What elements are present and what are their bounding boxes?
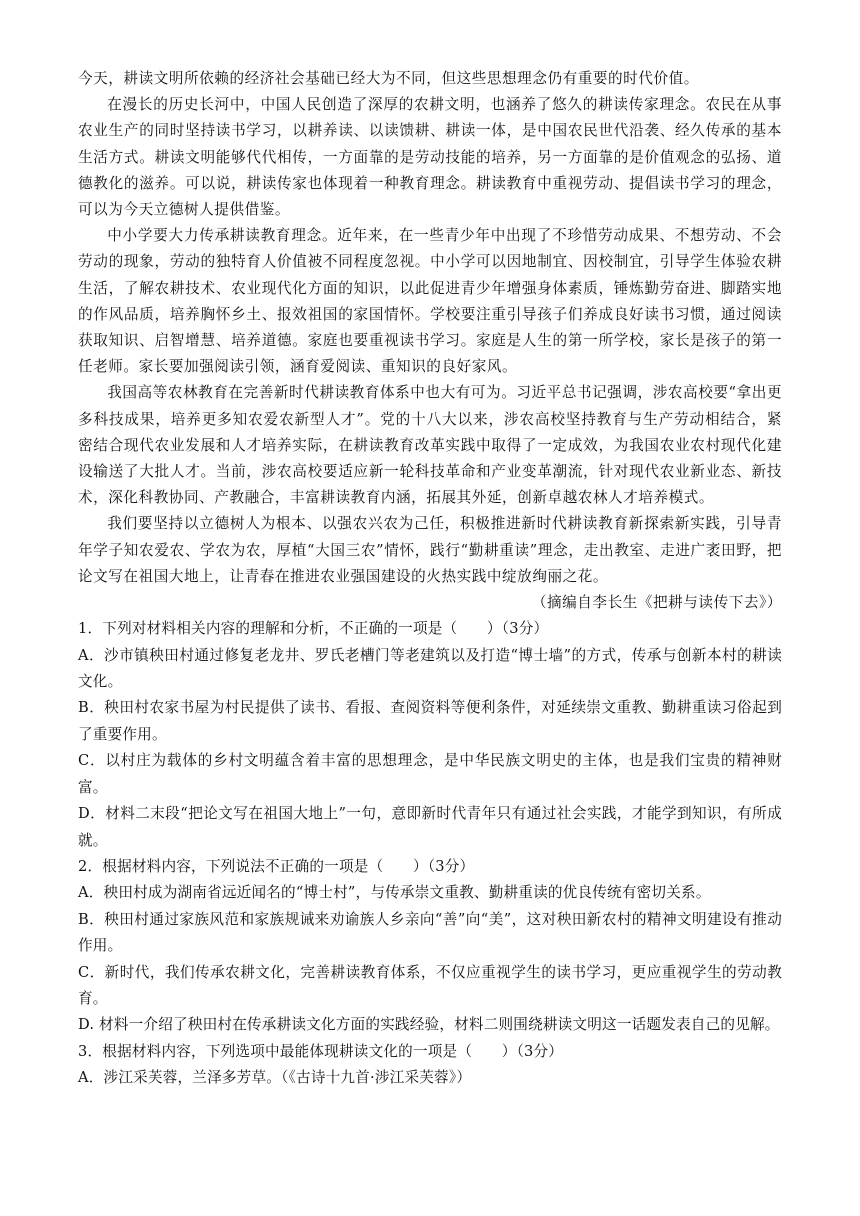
article-paragraph: 今天，耕读文明所依赖的经济社会基础已经大为不同，但这些思想理念仍有重要的时代价值。 [78,70,699,87]
article-paragraph: 中小学要大力传承耕读教育理念。近年来，在一些青少年中出现了不珍惜劳动成果、不想劳动、不会劳动的现象，劳动的独特育人价值被不同程度忽视。中小学可以因地制宜、因校制宜，引导学生体验农耕生活，了解农耕技术、农业现代化方面的知识，以此促进青少年增强身体素质，锤炼勤劳奋进、脚踏实地的作风品质，培养胸怀乡土、报效祖国的家国情怀。学校要注重引导孩子们养成良好读书习惯，通过阅读获取知识、启智增慧、培养道德。家庭也要重视读书学习。家庭是人生的第一所学校，家长是孩子的第一任老师。家长要加强阅读引领，涵育爱阅读、重知识的良好家风。 [78,227,782,376]
questions-section [78,616,782,1091]
question-option: B．秧田村通过家族风范和家族规诫来劝谕族人乡亲向“善”向“美”，这对秧田新农村的精神文明建设有推动作用。 [78,910,782,955]
article-paragraph: 在漫长的历史长河中，中国人民创造了深厚的农耕文明，也涵养了悠久的耕读传家理念。农民在从事农业生产的同时坚持读书学习，以耕养读、以读馈耕、耕读一体，是中国农民世代沿袭、经久传承的基本生活方式。耕读文明能够代代相传，一方面靠的是劳动技能的培养，另一方面靠的是价值观念的弘扬、道德教化的滋养。可以说，耕读传家也体现着一种教育理念。耕读教育中重视劳动、提倡读书学习的理念，可以为今天立德树人提供借鉴。 [78,96,782,219]
question-option: A．沙市镇秧田村通过修复老龙井、罗氏老槽门等老建筑以及打造“博士墙”的方式，传承与创新本村的耕读文化。 [78,646,782,691]
question-3 [78,1039,782,1092]
question-2 [78,854,782,1039]
article-paragraph: 我国高等农林教育在完善新时代耕读教育体系中也大有可为。习近平总书记强调，涉农高校要“拿出更多科技成果，培养更多知农爱农新型人才”。党的十八大以来，涉农高校坚持教育与生产劳动相结合，紧密结合现代农业发展和人才培养实际，在耕读教育改革实践中取得了一定成效，为我国农业农村现代化建设输送了大批人才。当前，涉农高校要适应新一轮科技革命和产业变革潮流，针对现代农业新业态、新技术，深化科教协同、产教融合，丰富耕读教育内涵，拓展其外延，创新卓越农林人才培养模式。 [78,384,782,507]
question-option: C．新时代，我们传承农耕文化，完善耕读教育体系，不仅应重视学生的读书学习，更应重视学生的劳动教育。 [78,963,782,1007]
question-option: B．秧田村农家书屋为村民提供了读书、看报、查阅资料等便利条件，对延续崇文重教、勤耕重读习俗起到了重要作用。 [78,699,782,743]
question-option: D．材料二末段“把论文写在祖国大地上”一句，意即新时代青年只有通过社会实践，才能学到知识，有所成就。 [78,805,782,849]
exam-page [78,66,782,1092]
question-1 [78,616,782,854]
question-stem: 3．根据材料内容，下列选项中最能体现耕读文化的一项是（ ）（3分） [78,1042,564,1060]
article-body [78,66,782,616]
article-source: （摘编自李长生《把耕与读传下去》） [531,594,782,612]
question-stem: 1．下列对材料相关内容的理解和分析，不正确的一项是（ ）（3分） [78,620,549,638]
question-option: D. 材料一介绍了秧田村在传承耕读文化方面的实践经验，材料二则围绕耕读文明这一话题发表自己的见解。 [78,1016,780,1034]
question-option: A．涉江采芙蓉，兰泽多芳草。（《古诗十九首·涉江采芙蓉》） [78,1069,472,1087]
question-stem: 2．根据材料内容，下列说法不正确的一项是（ ）（3分） [78,857,475,875]
article-paragraph: 我们要坚持以立德树人为根本、以强农兴农为己任，积极推进新时代耕读教育新探索新实践，引导青年学子知农爱农、学农为农，厚植“大国三农”情怀，践行“勤耕重读”理念，走出教室、走进广袤田野，把论文写在祖国大地上，让青春在推进农业强国建设的火热实践中绽放绚丽之花。 [78,515,782,585]
question-option: A．秧田村成为湖南省远近闻名的“博士村”，与传承崇文重教、勤耕重读的优良传统有密切关系。 [78,884,711,902]
question-option: C．以村庄为载体的乡村文明蕴含着丰富的思想理念，是中华民族文明史的主体，也是我们宝贵的精神财富。 [78,752,782,796]
